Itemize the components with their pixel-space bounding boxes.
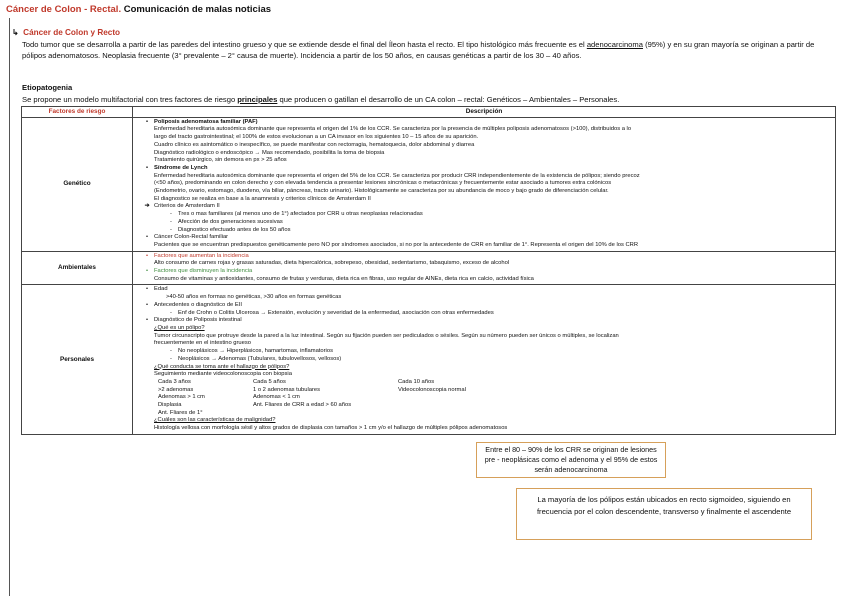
increase-title-text: Factores que aumentan la incidencia <box>154 252 249 259</box>
grid-cell <box>253 410 398 418</box>
etiopatogenia-heading: Etiopatogenia <box>22 83 73 92</box>
grid-cell: Cada 3 años <box>158 378 191 385</box>
amsterdam-criterion <box>136 227 832 235</box>
col-header-factors: Factores de riesgo <box>22 107 133 118</box>
bullet-icon: • <box>145 118 149 125</box>
bullet-icon: • <box>145 234 149 241</box>
question-polyp: ¿Qué es un pólipo? <box>154 324 205 331</box>
paf-title-text: Poliposis adenomatosa familiar (PAF) <box>154 118 258 125</box>
topic-title: Cáncer de Colon y Recto <box>23 28 121 37</box>
grid-cell: Adenomas < 1 cm <box>253 394 300 401</box>
eii-line <box>136 310 832 318</box>
eii-title <box>136 302 832 310</box>
etio-text-b: que producen o gatillan el desarrollo de un CA colon – rectal: Genéticos – Ambientales – Personales. <box>277 95 620 104</box>
bullet-icon: • <box>145 164 149 171</box>
bullet-icon: • <box>145 301 149 308</box>
grid-cell: Videocolonoscopia normal <box>398 386 466 393</box>
amsterdam-criterion <box>136 219 832 227</box>
factor-personales: Personales <box>22 285 133 434</box>
dash-icon: - <box>170 218 172 225</box>
dash-icon: - <box>170 309 172 316</box>
polyp-type-text: No neoplásicos → Hiperplásicos, hamartomas, inflamatorios <box>178 348 333 355</box>
dash-icon: - <box>170 348 172 355</box>
etiopatogenia-desc <box>22 95 619 104</box>
grid-cell <box>398 402 518 410</box>
table-header-row <box>22 107 836 118</box>
polyp-type-text: Neoplásicos → Adenomas (Tubulares, tubulovellosos, vellosos) <box>178 355 342 362</box>
branch-arrow-icon: ↳ <box>12 28 19 37</box>
bullet-icon: • <box>145 252 149 259</box>
grid-cell: Cada 5 años <box>253 378 286 385</box>
paf-line: largo del tracto gastrointestinal; el 100% de estos evolucionan a un CA invasor en los siguientes 10 – 15 años de su aparición. <box>154 134 479 141</box>
grid-cell: Ant. Fliares de CRR a edad > 60 años <box>253 402 352 409</box>
intro-underlined: adenocarcinoma <box>586 40 643 49</box>
title-red: Cáncer de Colon - Rectal. <box>6 4 122 15</box>
bullet-icon: • <box>145 268 149 275</box>
intro-paragraph <box>22 40 834 61</box>
ccrf-line: Pacientes que se encuentran predispuestos genéticamente pero NO por síndromes asociados, si no por la antecedente de CRR en familiar de 1°. Representa el origen del 10% de los CRR <box>154 241 639 248</box>
table-row-ambientales <box>22 251 836 285</box>
paf-line: Diagnóstico radiológico o endoscópico → Mas recomendado, posibilita la toma de biopsia <box>154 149 385 156</box>
factor-genetico: Genético <box>22 117 133 251</box>
grid-cell: 1 o 2 adenomas tubulares <box>253 386 321 393</box>
table-row-personales <box>22 285 836 434</box>
factor-ambientales: Ambientales <box>22 251 133 285</box>
bullet-icon: • <box>145 317 149 324</box>
age-title-text: Edad <box>154 286 168 293</box>
intro-text-b: (95%) y en su gran mayoría se originan a partir de pólipos adenomatosos. Neoplasia frecuente (3° prevalente – 2° causa de muerte). Incidencia a partir de los 50 años, en causas genéticas a partir de los 30 – 40 años. <box>22 40 815 60</box>
amsterdam-title-text: Criterios de Ámsterdam II <box>154 203 220 210</box>
followup-grid <box>136 379 832 418</box>
ccrf-title-text: Cáncer Colon-Rectal familiar <box>154 234 229 241</box>
malignancy-desc: Histología vellosa con morfología sésil y altos grados de displasia con tamaños > 1 cm y/o el hallazgo de múltiples pólipos adenomatosos <box>154 425 508 432</box>
topic-heading <box>12 27 120 37</box>
margin-rule <box>9 18 10 596</box>
grid-cell: Displasia <box>158 402 182 409</box>
grid-cell: Adenomas > 1 cm <box>158 394 205 401</box>
question-conduct: ¿Qué conducta se toma ante el hallazgo de pólipos? <box>154 363 290 370</box>
polyp-type <box>136 348 832 356</box>
col-header-description: Descripción <box>133 107 836 118</box>
risk-factors-table <box>21 106 836 435</box>
grid-cell: Ant. Fliares de 1° <box>158 409 203 416</box>
polyposis-title-text: Diagnóstico de Poliposis intestinal <box>154 317 242 324</box>
question-malignancy: ¿Cuáles son las características de malignidad? <box>154 417 276 424</box>
polyp-desc: Tumor circunscripto que protruye desde la pared a la luz intestinal. Según su fijación pueden ser pediculados o sésiles. Según su número pueden ser únicos o múltiples, se localizan <box>154 332 619 339</box>
lynch-line: (Endometrio, ovario, estomago, duodeno, vía biliar, páncreas, tracto urinario). Histológicamente se caracteriza por su abundancia de moco y bajo grado de diferenciación celular. <box>154 188 609 195</box>
grid-cell <box>398 410 518 418</box>
lynch-line: Enfermedad hereditaria autosómica dominante que representa el origen del 5% de los CCR. Se caracteriza por producir CRR independientemente de la existencia de pólipos; siendo precoz <box>154 172 640 179</box>
grid-cell: >2 adenomas <box>158 386 194 393</box>
callout-adenoma: Entre el 80 – 90% de los CRR se originan de lesiones pre - neoplásicas como el adenoma y el 95% de estos serán adenocarcinoma <box>476 442 666 478</box>
callout-polyp-location: La mayoría de los pólipos están ubicados en recto sigmoideo, siguiendo en frecuencia por el colon descendente, transverso y finalmente el ascendente <box>516 488 812 540</box>
increase-desc: Alto consumo de carnes rojas y grasas saturadas, dieta hipercalórica, sobrepeso, obesidad, sedentarismo, tabaquismo, exceso de alcohol <box>154 260 510 267</box>
eii-text: Enf de Crohn o Colitis Ulcerosa → Extensión, evolución y severidad de la enfermedad, asociación con otras enfermedades <box>178 309 494 316</box>
polyp-type <box>136 356 832 364</box>
intro-text-a: Todo tumor que se desarrolla a partir de las paredes del intestino grueso y que se extiende desde el final del Íleon hasta el recto. El tipo histológico más frecuente es el <box>22 40 587 49</box>
decrease-title <box>136 268 832 276</box>
age-line: >40-50 años en formas no genéticas, >30 años en formas genéticas <box>166 294 342 301</box>
amsterdam-criterion <box>136 211 832 219</box>
description-genetico <box>133 117 836 251</box>
lynch-title <box>136 165 832 173</box>
decrease-title-text: Factores que disminuyen la incidencia <box>154 268 253 275</box>
paf-line: Enfermedad hereditaria autosómica dominante que representa el origen del 1% de los CCR. Se caracteriza por la presencia de múltiples poliposis adenomatosos (>100), distribuidos a lo <box>154 126 632 133</box>
paf-title <box>136 119 832 127</box>
description-ambientales <box>133 251 836 285</box>
grid-cell <box>398 394 518 402</box>
bullet-icon: • <box>145 286 149 293</box>
description-personales <box>133 285 836 434</box>
criterion-text: Diagnostico efectuado antes de los 50 años <box>178 226 291 233</box>
paf-line: Cuadro clínico es asintomático o inespecífico, se puede manifestar con rectorragia, hematoquecia, dolor abdominal y diarrea <box>154 141 475 148</box>
dash-icon: - <box>170 211 172 218</box>
etio-text-a: Se propone un modelo multifactorial con tres factores de riesgo <box>22 95 238 104</box>
conduct-desc: Seguimiento mediante videocolonoscopia con biopsia <box>154 371 292 378</box>
ccrf-title <box>136 234 832 242</box>
criterion-text: Afección de dos generaciones sucesivas <box>178 218 283 225</box>
table-row-genetico <box>22 117 836 251</box>
dash-icon: - <box>170 355 172 362</box>
arrow-right-icon: ➔ <box>144 203 150 210</box>
dash-icon: - <box>170 226 172 233</box>
amsterdam-title <box>136 203 832 211</box>
increase-title <box>136 253 832 261</box>
lynch-line: El diagnostico se realiza en base a la anamnesis y criterios clínicos de Ámsterdam II <box>154 195 371 202</box>
polyp-desc: frecuentemente en el intestino grueso <box>154 340 251 347</box>
lynch-line: (<50 años), predominando en colon derecho y con elevada tendencia a presentar lesiones sincrónicas o metacrónicas y frecuentemente estar asociado a tumores extra colónicos <box>154 180 612 187</box>
document-title <box>6 4 271 15</box>
criterion-text: Tres o mas familiares (al menos uno de 1°) afectados por CRR u otras neoplasias relacionadas <box>178 211 423 218</box>
polyposis-title <box>136 317 832 325</box>
title-rest: Comunicación de malas noticias <box>123 4 272 15</box>
age-title <box>136 286 832 294</box>
lynch-title-text: Síndrome de Lynch <box>154 164 208 171</box>
paf-line: Tratamiento quirúrgico, sin demora en px > 25 años <box>154 157 287 164</box>
etio-underlined: principales <box>237 95 278 104</box>
eii-title-text: Antecedentes o diagnóstico de EII <box>154 301 242 308</box>
grid-cell: Cada 10 años <box>398 378 435 385</box>
decrease-desc: Consumo de vitaminas y antioxidantes, consumo de frutas y verduras, dieta rica en fibras, uso regular de AINEs, dieta rica en calcio, actividad física <box>154 275 534 282</box>
